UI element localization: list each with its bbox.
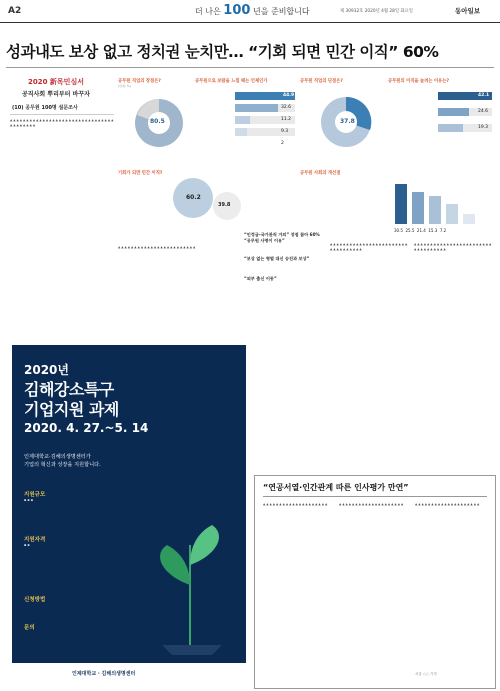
ad-line-1: 인제대학교·김해의생명센터가 — [24, 454, 91, 460]
circle-no-value: 39.8 — [218, 202, 231, 208]
col-values: 30.5 25.5 21.4 15.3 7.2 — [394, 228, 447, 233]
ad-qual-text: ▪ ▪ — [24, 543, 30, 547]
bar-2-value: 24.6 — [478, 109, 489, 114]
bar-3 — [235, 116, 250, 124]
pie-value: 80.5 — [150, 118, 165, 125]
article-text-col4: ▲ ▲ ▲ ▲ ▲ ▲ ▲ ▲ ▲ ▲ ▲ ▲ ▲ ▲ ▲ ▲ ▲ ▲ ▲ ▲ ▲ ▲ ▲ ▲ ▲ ▲ ▲ ▲ ▲ ▲ ▲ ▲ ▲ ▲ — [414, 242, 492, 251]
brand-100: 100 — [223, 3, 251, 18]
main-headline: 성과내도 보상 없고 정치권 눈치만… “기회 되면 민간 이직” 60% — [6, 43, 439, 61]
sidebar-box — [254, 475, 496, 689]
article-text-col2: ▲ ▲ ▲ ▲ ▲ ▲ ▲ ▲ ▲ ▲ ▲ ▲ ▲ ▲ ▲ ▲ ▲ ▲ ▲ ▲ ▲ ▲ ▲ ▲ — [118, 245, 196, 249]
series-sub: (10) 공무원 100명 설문조사 — [12, 105, 78, 111]
quote-3: “외부 출신 이동” — [244, 276, 277, 281]
issue-date: 제 30932호 2020년 4월 28일 화요일 — [340, 9, 413, 14]
ad-footer — [12, 663, 246, 685]
bar-3-value: 11.2 — [281, 117, 292, 122]
page-header — [0, 0, 500, 23]
circle-yes-value: 60.2 — [186, 194, 201, 201]
chart-reward — [195, 78, 298, 168]
series-box — [10, 74, 114, 115]
bar-2 — [235, 104, 278, 112]
chart-unit: (단위: %) — [118, 84, 131, 88]
plant-pot — [162, 645, 222, 655]
newspaper-name: 동아일보 — [455, 7, 481, 15]
brand-slogan: 더 나은 100 년을 준비합니다 — [195, 3, 310, 18]
chart-title: 공무원의 이직을 늘려는 이유는? — [388, 79, 449, 84]
plant-illustration — [142, 505, 237, 655]
article-text-col3: ▲ ▲ ▲ ▲ ▲ ▲ ▲ ▲ ▲ ▲ ▲ ▲ ▲ ▲ ▲ ▲ ▲ ▲ ▲ ▲ ▲ ▲ ▲ ▲ ▲ ▲ ▲ ▲ ▲ ▲ ▲ ▲ ▲ ▲ — [330, 242, 408, 251]
pie-value: 37.8 — [340, 118, 355, 125]
chart-move — [118, 170, 238, 240]
quote-2: “보상 없는 형벌 대신 승진과 보상” — [244, 256, 310, 261]
ad-scale-text: ▪ ▪ ▪ — [24, 498, 34, 502]
leaf-right — [190, 525, 219, 565]
bar-2 — [438, 108, 469, 116]
chart-title: 공무원 사회의 개선점 — [300, 171, 341, 176]
bar-3-value: 19.3 — [478, 125, 489, 130]
col-1 — [395, 184, 407, 224]
col-5 — [463, 214, 475, 224]
sidebar-byline: 서울 ○○ 기자 — [415, 672, 437, 676]
ad-title-2: 기업지원 과제 — [24, 400, 119, 419]
col-4 — [446, 204, 458, 224]
chart-title: 기회가 되면 민간 이직? — [118, 171, 163, 176]
ad-section-contact: 문의 — [24, 625, 35, 631]
chart-title: 공무원 직업의 단점은? — [300, 79, 343, 84]
headline-rule — [6, 67, 494, 68]
article-text-col1: ▲ ▲ ▲ ▲ ▲ ▲ ▲ ▲ ▲ ▲ ▲ ▲ ▲ ▲ ▲ ▲ ▲ ▲ ▲ ▲ ▲ ▲ ▲ ▲ ▲ ▲ ▲ ▲ ▲ ▲ ▲ ▲ ▲ ▲ ▲ ▲ ▲ ▲ ▲ ▲ — [10, 118, 114, 127]
ad-section-qualification: 지원자격 — [24, 537, 46, 543]
col-2 — [412, 192, 424, 224]
ad-org: 인제대학교 · 김해의생명센터 — [72, 671, 136, 677]
ad-section-scale: 지원규모 — [24, 492, 46, 498]
bar-4 — [235, 128, 247, 136]
quote-1: “인정금-국가관직 거의” 장점 꼽아 60% “공무원 사명이 이유” — [244, 232, 320, 243]
bar-1-value: 42.1 — [478, 93, 490, 98]
sidebar-col-3: ▲ ▲ ▲ ▲ ▲ ▲ ▲ ▲ ▲ ▲ ▲ ▲ ▲ ▲ ▲ ▲ ▲ ▲ ▲ ▲ — [415, 502, 480, 506]
sidebar-col-2: ▲ ▲ ▲ ▲ ▲ ▲ ▲ ▲ ▲ ▲ ▲ ▲ ▲ ▲ ▲ ▲ ▲ ▲ ▲ ▲ — [339, 502, 404, 506]
bar-4-value: 9.3 — [281, 129, 289, 134]
ad-date: 2020. 4. 27.~5. 14 — [24, 421, 149, 435]
sidebar-title: “연공서열·인간관계 따른 인사평가 만연” — [263, 483, 409, 492]
ad-section-apply: 신청방법 — [24, 597, 46, 603]
chart-turnover — [388, 78, 494, 168]
bar-3 — [438, 124, 463, 132]
page-number: A2 — [8, 6, 22, 16]
chart-disadvantage — [300, 78, 386, 168]
bar-1-value: 44.9 — [283, 93, 295, 98]
advertisement[interactable] — [12, 345, 246, 685]
ad-title-1: 김해강소특구 — [24, 380, 114, 399]
chart-improvement — [300, 170, 494, 240]
series-title: 공직사회 뿌리부터 바꾸자 — [22, 91, 90, 98]
ad-year: 2020년 — [24, 363, 69, 377]
col-3 — [429, 196, 441, 224]
sidebar-col-1: ▲ ▲ ▲ ▲ ▲ ▲ ▲ ▲ ▲ ▲ ▲ ▲ ▲ ▲ ▲ ▲ ▲ ▲ ▲ ▲ — [263, 502, 328, 506]
series-badge: 2020 新목민심서 — [28, 78, 84, 86]
chart-advantage — [118, 78, 193, 168]
bar-2-value: 32.6 — [281, 105, 292, 110]
bar-5-value: 2 — [281, 141, 284, 146]
ad-line-2: 기업의 혁신과 성장을 지원합니다. — [24, 462, 101, 468]
leaf-left — [160, 545, 190, 585]
chart-title: 공무원 직업의 장점은? — [118, 79, 161, 84]
sidebar-rule — [263, 496, 487, 497]
chart-title: 공무원으로 보람을 느낄 때는 언제인가 — [195, 79, 268, 84]
